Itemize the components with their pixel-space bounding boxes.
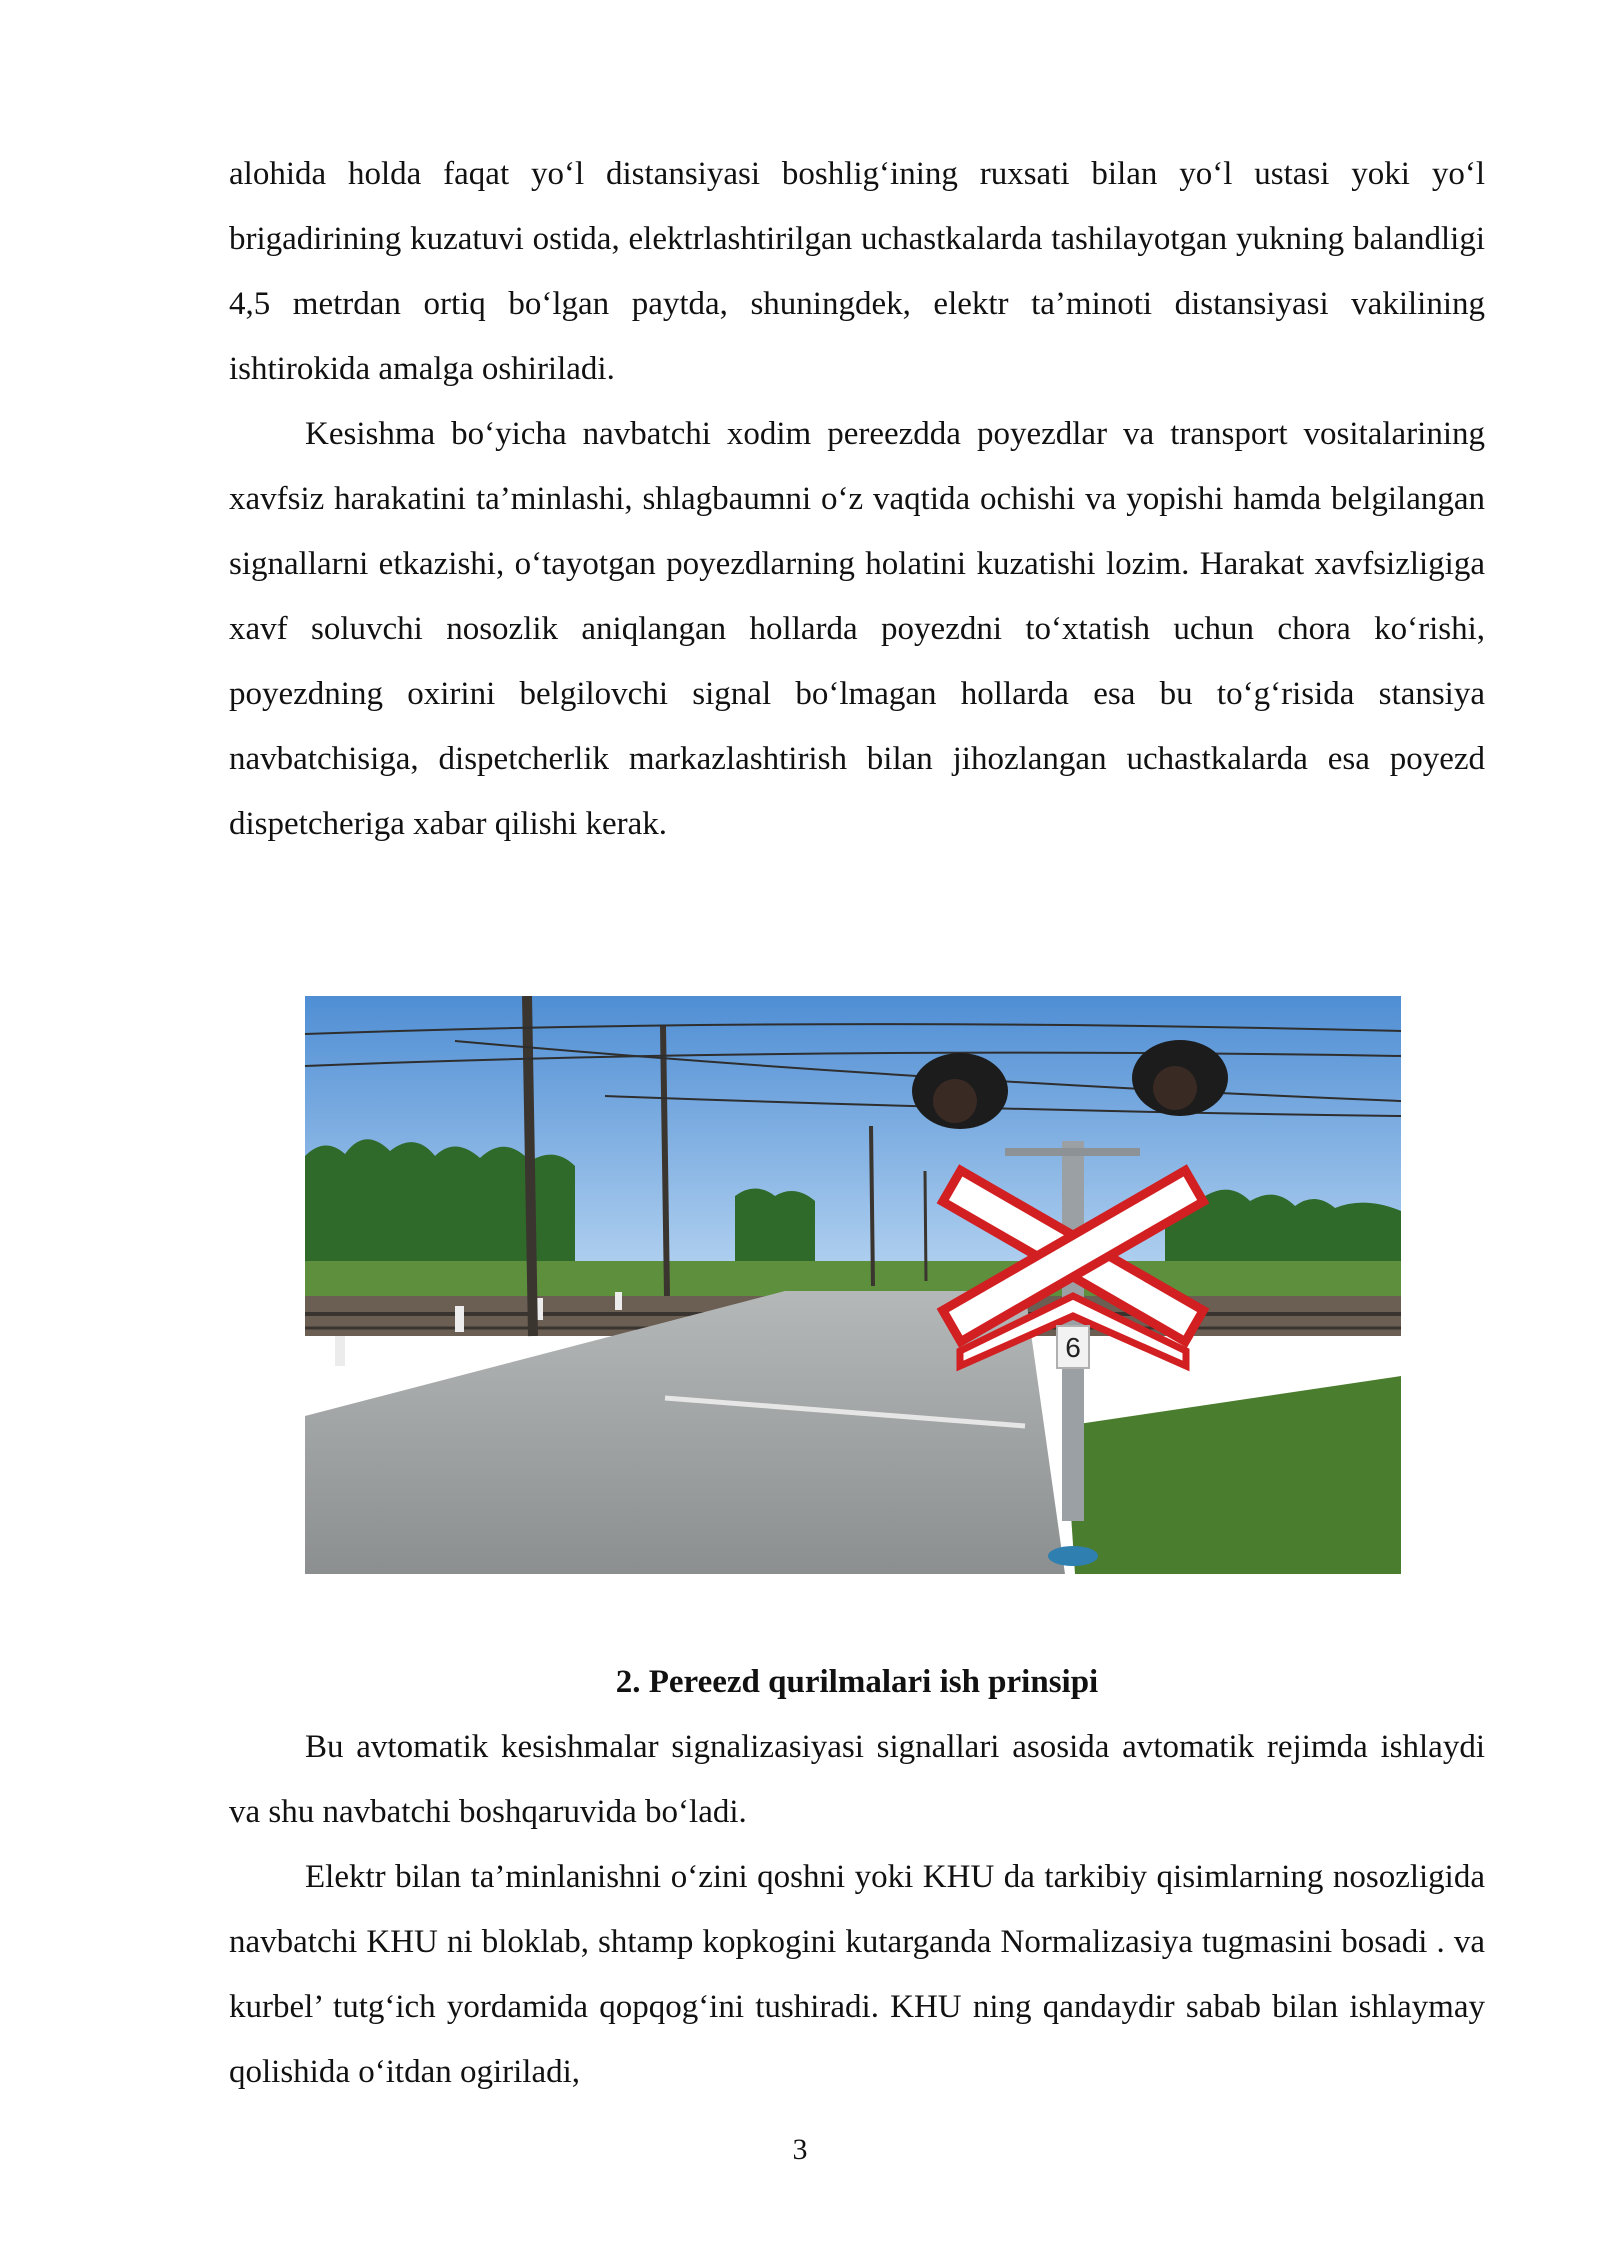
page-number: 3: [792, 2133, 808, 2166]
top-text-block: [229, 142, 1485, 857]
bottom-text-block: [229, 1715, 1485, 2105]
sign-number: 6: [1065, 1332, 1081, 1363]
paragraph-continuation: alohida holda faqat yo‘l distansiyasi boshlig‘ining ruxsati bilan yo‘l ustasi yoki yo‘l brigadirining kuzatuvi ostida, elektrlashtirilgan uchastkalarda tashilayotgan yukning balandligi 4,5 metrdan ortiq bo‘lgan paytda, shuningdek, elektr ta’minoti distansiyasi vakilining ishtirokida amalga oshiriladi.: [229, 156, 1485, 387]
paragraph-automatic-mode: Bu avtomatik kesishmalar signalizasiyasi signallari asosida avtomatik rejimda ishlaydi va shu navbatchi boshqaruvida bo‘ladi.: [229, 1729, 1485, 1830]
grass-foreground: [1065, 1376, 1401, 1574]
railway-crossing-photo: [305, 996, 1401, 1574]
paragraph-khu: Elektr bilan ta’minlanishni o‘zini qoshni yoki KHU da tarkibiy qisimlarning nosozligida navbatchi KHU ni bloklab, shtamp kopkogini kutarganda Normalizasiya tugmasini bosadi . va kurbel’ tutg‘ich yordamida qopqog‘ini tushiradi. KHU ning qandaydir sabab bilan ishlaymay qolishida o‘itdan ogiriladi,: [229, 1859, 1485, 2090]
paragraph-duty-officer: Kesishma bo‘yicha navbatchi xodim pereezdda poyezdlar va transport vositalarining xavfsiz harakatini ta’minlashi, shlagbaumni o‘z vaqtida ochishi va yopishi hamda belgilangan signallarni etkazishi, o‘tayotgan poyezdlarning holatini kuzatishi lozim. Harakat xavfsizligiga xavf soluvchi nosozlik aniqlangan hollarda poyezdni to‘xtatish uchun chora ko‘rishi, poyezdning oxirini belgilovchi signal bo‘lmagan hollarda esa bu to‘g‘risida stansiya navbatchisiga, dispetcherlik markazlashtirish bilan jihozlangan uchastkalarda esa poyezd dispetcheriga xabar qilishi kerak.: [229, 416, 1485, 842]
section-heading: 2. Pereezd qurilmalari ish prinsipi: [615, 1664, 1099, 1700]
